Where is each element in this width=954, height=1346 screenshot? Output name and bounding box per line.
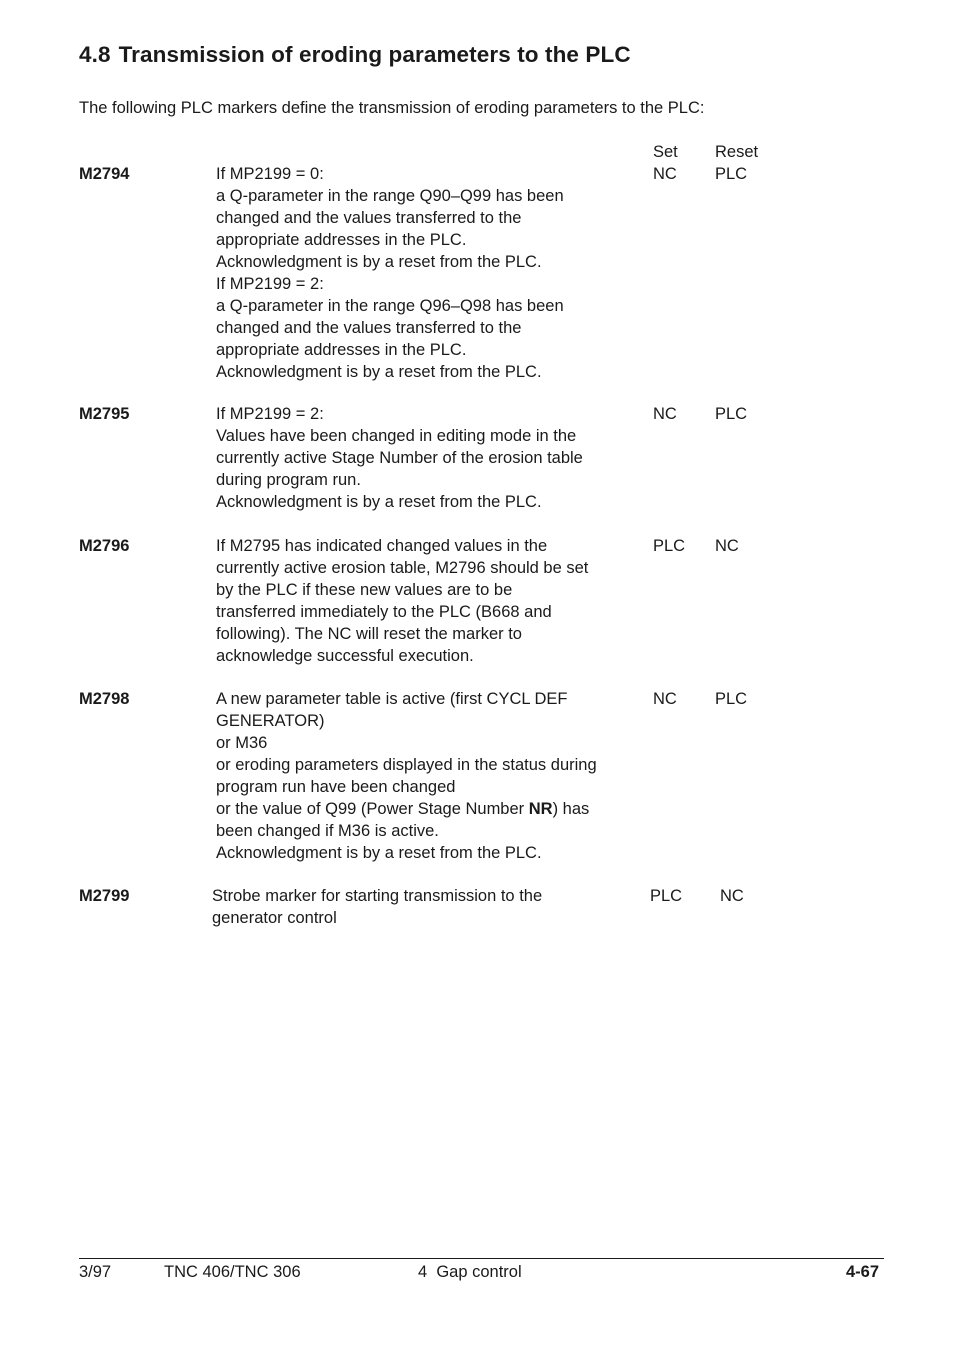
set-by: PLC [650,887,683,905]
marker-id: M2794 [79,165,130,183]
footer-page-number: 4-67 [845,1263,879,1281]
section-heading [79,42,631,68]
marker-id: M2799 [79,887,130,905]
description-line: GENERATOR) [216,712,325,730]
description-line: currently active Stage Number of the erosion table [216,449,583,467]
description-line: Values have been changed in editing mode in the [216,427,577,445]
marker-description [216,403,641,513]
description-line: during program run. [216,471,361,489]
description-line: changed and the values transferred to the [216,319,522,337]
description-line: If M2795 has indicated changed values in the [216,537,548,555]
description-line: appropriate addresses in the PLC. [216,231,467,249]
description-line: or the value of Q99 (Power Stage Number NR) has [216,800,590,818]
footer-date: 3/97 [79,1263,112,1281]
description-line: or eroding parameters displayed in the status during [216,756,597,774]
description-line: Acknowledgment is by a reset from the PLC. [216,493,542,511]
column-header-reset: Reset [715,143,759,161]
reset-by: PLC [715,165,748,183]
description-line: Acknowledgment is by a reset from the PLC. [216,363,542,381]
section-number: 4.8 [79,42,111,67]
marker-description [216,163,641,383]
reset-by: PLC [715,690,748,708]
marker-id: M2796 [79,537,130,555]
set-by: PLC [653,537,686,555]
marker-description [216,688,641,864]
marker-id: M2798 [79,690,130,708]
footer-chapter: 4 Gap control [418,1263,522,1281]
marker-id: M2795 [79,405,130,423]
description-line: If MP2199 = 2: [216,405,324,423]
description-line: or M36 [216,734,268,752]
set-by: NC [653,165,677,183]
description-line: If MP2199 = 2: [216,275,324,293]
description-line: a Q-parameter in the range Q96–Q98 has been [216,297,564,315]
section-title: Transmission of eroding parameters to the PLC [118,42,631,67]
reset-by: NC [715,537,739,555]
footer-divider [79,1258,884,1259]
intro-paragraph: The following PLC markers define the transmission of eroding parameters to the PLC: [79,99,705,117]
description-line: been changed if M36 is active. [216,822,439,840]
reset-by: PLC [715,405,748,423]
description-line: Strobe marker for starting transmission to the [212,887,543,905]
description-line: Acknowledgment is by a reset from the PLC. [216,253,542,271]
description-line: program run have been changed [216,778,456,796]
description-line: If MP2199 = 0: [216,165,324,183]
description-line: by the PLC if these new values are to be [216,581,513,599]
reset-by: NC [720,887,744,905]
column-header-set: Set [653,143,678,161]
description-line: appropriate addresses in the PLC. [216,341,467,359]
description-line: following). The NC will reset the marker to [216,625,522,643]
description-line: transferred immediately to the PLC (B668 and [216,603,552,621]
description-line: changed and the values transferred to the [216,209,522,227]
set-by: NC [653,405,677,423]
description-line: A new parameter table is active (first CYCL DEF [216,690,568,708]
description-line: acknowledge successful execution. [216,647,474,665]
description-line: generator control [212,909,337,927]
marker-description [216,535,641,667]
description-line: Acknowledgment is by a reset from the PLC. [216,844,542,862]
set-by: NC [653,690,677,708]
description-line: a Q-parameter in the range Q90–Q99 has been [216,187,564,205]
marker-description [212,885,637,929]
description-line: currently active erosion table, M2796 should be set [216,559,589,577]
footer-product: TNC 406/TNC 306 [164,1263,301,1281]
